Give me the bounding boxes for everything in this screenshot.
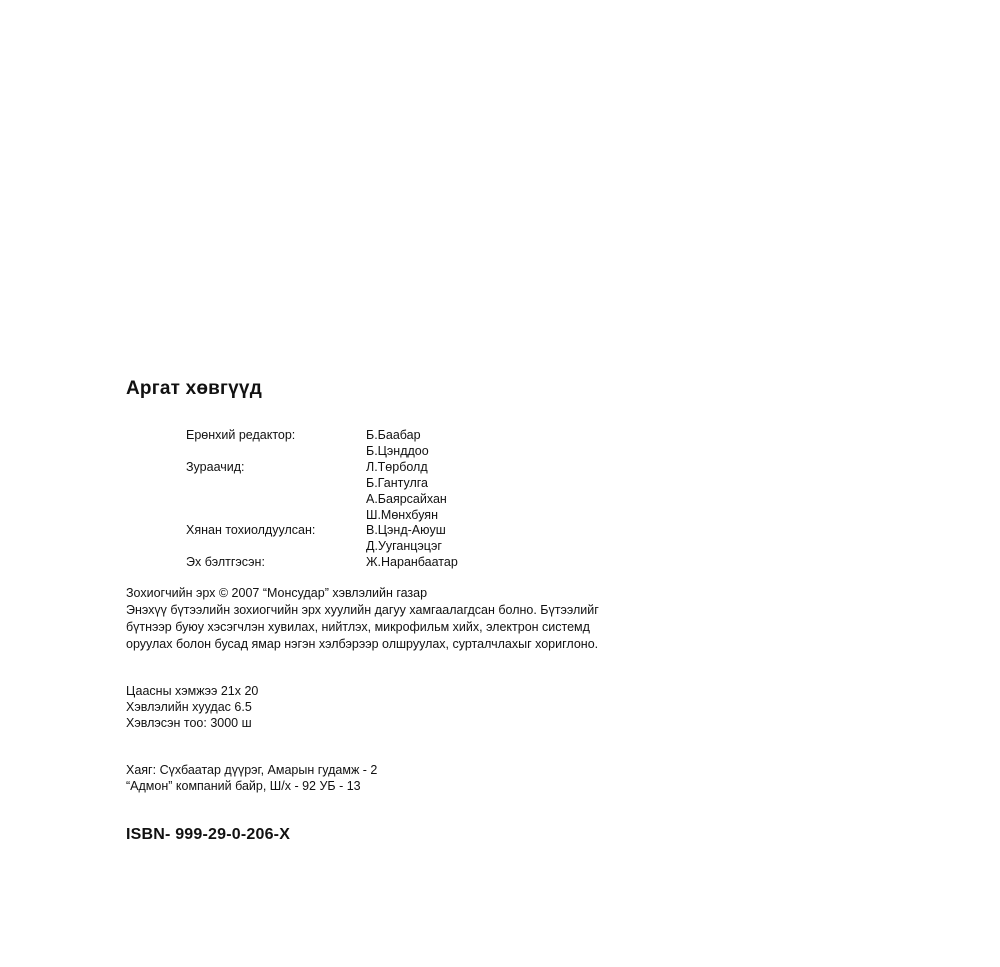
- copyright-line: бүтнээр буюу хэсэгчлэн хувилах, нийтлэх, микрофильм хийх, электрон системд: [126, 620, 590, 634]
- print-sheets: Хэвлэлийн хуудас 6.5: [126, 700, 252, 714]
- address-line: Хаяг: Сүхбаатар дүүрэг, Амарын гудамж - 2: [126, 763, 378, 777]
- credit-row-proofreaders: [186, 523, 458, 555]
- credit-role: Хянан тохиолдуулсан:: [186, 523, 316, 538]
- credit-role: Ерөнхий редактор:: [186, 428, 296, 442]
- credit-name: В.Цэнд-Аюуш: [366, 523, 446, 538]
- credit-name: Ш.Мөнхбуян: [366, 507, 438, 522]
- credit-name: Л.Төрболд: [366, 459, 428, 474]
- isbn-number: ISBN- 999-29-0-206-X: [126, 826, 291, 843]
- credit-row-typesetter: [186, 555, 458, 571]
- credit-name: Д.Ууганцэцэг: [366, 539, 442, 554]
- credit-role: Зураачид:: [186, 459, 245, 474]
- credit-names: [366, 523, 446, 555]
- credits-block: [186, 428, 458, 571]
- credit-row-chief-editor: [186, 428, 458, 460]
- paper-size: Цаасны хэмжээ 21x 20: [126, 684, 259, 698]
- credit-name: А.Баярсайхан: [366, 491, 447, 506]
- credit-name: Б.Гантулга: [366, 475, 428, 490]
- copyright-notice: [126, 585, 599, 653]
- copyright-line: Зохиогчийн эрх © 2007 “Монсудар” хэвлэлийн газар: [126, 586, 428, 600]
- copyright-line: оруулах болон бусад ямар нэгэн хэлбэрээр олшруулах, сурталчлахыг хориглоно.: [126, 637, 599, 651]
- copyright-line: Энэхүү бүтээлийн зохиогчийн эрх хуулийн дагуу хамгаалагдсан болно. Бүтээлийг: [126, 603, 599, 617]
- credit-names: [366, 555, 458, 571]
- credit-names: [366, 428, 429, 460]
- credit-name: Б.Цэнддоо: [366, 443, 429, 458]
- credit-row-illustrators: [186, 460, 458, 524]
- print-run: Хэвлэсэн тоо: 3000 ш: [126, 716, 252, 730]
- credit-names: [366, 460, 447, 524]
- book-title: Аргат хөвгүүд: [126, 378, 262, 399]
- publisher-address: [126, 762, 377, 794]
- address-line: “Адмон” компаний байр, Ш/х - 92 УБ - 13: [126, 779, 361, 793]
- credit-role: Эх бэлтгэсэн:: [186, 555, 265, 570]
- credit-name: Ж.Наранбаатар: [366, 555, 458, 570]
- print-specs: [126, 683, 258, 731]
- credit-name: Б.Баабар: [366, 428, 421, 442]
